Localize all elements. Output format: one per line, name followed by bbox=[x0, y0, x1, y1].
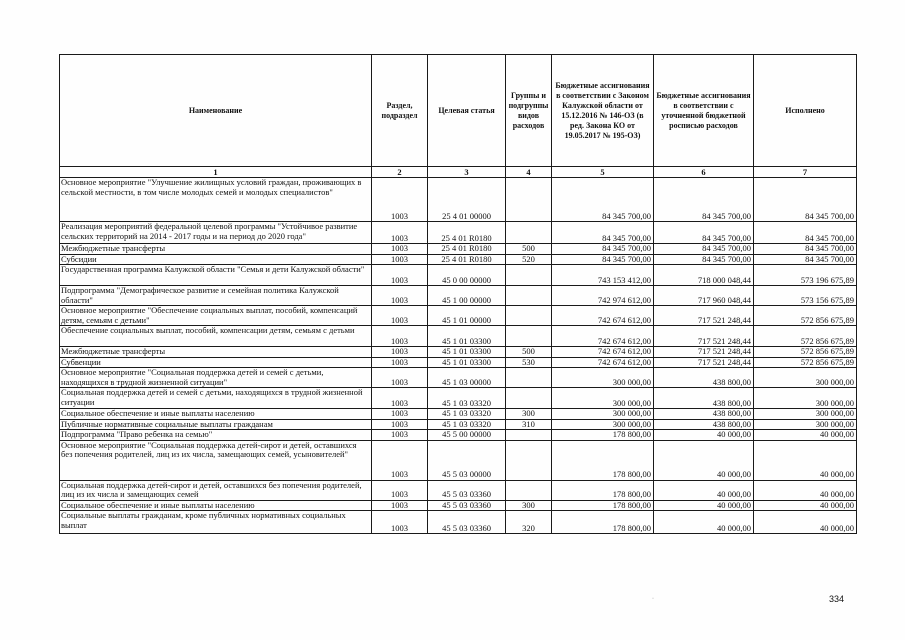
row-section-cell: 1003 bbox=[372, 178, 428, 222]
row-executed-amount-cell: 84 345 700,00 bbox=[754, 222, 857, 244]
row-refined-amount-cell: 717 521 248,44 bbox=[654, 347, 754, 358]
row-target-cell: 25 4 01 00000 bbox=[428, 178, 506, 222]
table-row bbox=[60, 244, 857, 255]
row-name-cell: Государственная программа Калужской области "Семья и дети Калужской области" bbox=[60, 265, 372, 286]
table-row bbox=[60, 440, 857, 480]
row-law-amount-cell: 178 800,00 bbox=[552, 511, 654, 534]
row-group-cell: 300 bbox=[506, 500, 552, 511]
column-number: 5 bbox=[552, 167, 654, 178]
row-refined-amount-cell: 717 960 048,44 bbox=[654, 286, 754, 306]
table-row bbox=[60, 368, 857, 388]
table-row bbox=[60, 409, 857, 420]
row-law-amount-cell: 84 345 700,00 bbox=[552, 244, 654, 255]
header-name: Наименование bbox=[60, 55, 372, 167]
row-law-amount-cell: 84 345 700,00 bbox=[552, 222, 654, 244]
row-group-cell bbox=[506, 388, 552, 409]
row-section-cell: 1003 bbox=[372, 254, 428, 265]
row-law-amount-cell: 300 000,00 bbox=[552, 409, 654, 420]
row-section-cell: 1003 bbox=[372, 244, 428, 255]
row-name-cell: Социальное обеспечение и иные выплаты населению bbox=[60, 409, 372, 420]
row-executed-amount-cell: 572 856 675,89 bbox=[754, 347, 857, 358]
row-law-amount-cell: 300 000,00 bbox=[552, 388, 654, 409]
row-target-cell: 25 4 01 R0180 bbox=[428, 222, 506, 244]
row-section-cell: 1003 bbox=[372, 500, 428, 511]
scan-mark: · bbox=[652, 596, 654, 602]
row-law-amount-cell: 178 800,00 bbox=[552, 430, 654, 441]
row-target-cell: 45 1 03 00000 bbox=[428, 368, 506, 388]
row-refined-amount-cell: 84 345 700,00 bbox=[654, 244, 754, 255]
row-name-cell: Социальное обеспечение и иные выплаты населению bbox=[60, 500, 372, 511]
table-row bbox=[60, 265, 857, 286]
row-target-cell: 45 0 00 00000 bbox=[428, 265, 506, 286]
row-refined-amount-cell: 40 000,00 bbox=[654, 511, 754, 534]
row-group-cell: 500 bbox=[506, 244, 552, 255]
column-number: 2 bbox=[372, 167, 428, 178]
table-row bbox=[60, 254, 857, 265]
row-executed-amount-cell: 572 856 675,89 bbox=[754, 357, 857, 368]
row-group-cell: 300 bbox=[506, 409, 552, 420]
row-name-cell: Публичные нормативные социальные выплаты гражданам bbox=[60, 419, 372, 430]
table-row bbox=[60, 388, 857, 409]
table-row bbox=[60, 511, 857, 534]
row-name-cell: Основное мероприятие "Обеспечение социальных выплат, пособий, компенсаций детям, семьям с детьми" bbox=[60, 306, 372, 326]
row-name-cell: Основное мероприятие "Улучшение жилищных условий граждан, проживающих в сельской местности, в том числе молодых семей и молодых специалистов" bbox=[60, 178, 372, 222]
row-name-cell: Субсидии bbox=[60, 254, 372, 265]
table-row bbox=[60, 178, 857, 222]
row-group-cell: 530 bbox=[506, 357, 552, 368]
row-target-cell: 45 1 03 03320 bbox=[428, 419, 506, 430]
row-group-cell bbox=[506, 326, 552, 347]
row-section-cell: 1003 bbox=[372, 357, 428, 368]
header-section: Раздел, подраздел bbox=[372, 55, 428, 167]
row-law-amount-cell: 84 345 700,00 bbox=[552, 254, 654, 265]
row-executed-amount-cell: 84 345 700,00 bbox=[754, 244, 857, 255]
row-refined-amount-cell: 717 521 248,44 bbox=[654, 326, 754, 347]
row-law-amount-cell: 742 674 612,00 bbox=[552, 347, 654, 358]
row-group-cell: 310 bbox=[506, 419, 552, 430]
header-row bbox=[60, 55, 857, 167]
row-section-cell: 1003 bbox=[372, 480, 428, 500]
row-executed-amount-cell: 573 196 675,89 bbox=[754, 265, 857, 286]
row-section-cell: 1003 bbox=[372, 347, 428, 358]
row-refined-amount-cell: 717 521 248,44 bbox=[654, 357, 754, 368]
header-law: Бюджетные ассигнования в соответствии с Законом Калужской области от 15.12.2016 № 146-ОЗ (в ред. Закона КО от 19.05.2017 № 195-ОЗ) bbox=[552, 55, 654, 167]
row-law-amount-cell: 178 800,00 bbox=[552, 480, 654, 500]
row-section-cell: 1003 bbox=[372, 388, 428, 409]
row-group-cell bbox=[506, 480, 552, 500]
row-group-cell: 320 bbox=[506, 511, 552, 534]
row-target-cell: 45 1 01 03300 bbox=[428, 347, 506, 358]
page-number: 334 bbox=[829, 594, 845, 604]
row-law-amount-cell: 178 800,00 bbox=[552, 500, 654, 511]
row-refined-amount-cell: 84 345 700,00 bbox=[654, 254, 754, 265]
row-refined-amount-cell: 438 800,00 bbox=[654, 388, 754, 409]
table-row bbox=[60, 419, 857, 430]
row-executed-amount-cell: 300 000,00 bbox=[754, 368, 857, 388]
row-name-cell: Субвенции bbox=[60, 357, 372, 368]
row-group-cell bbox=[506, 265, 552, 286]
column-number: 7 bbox=[754, 167, 857, 178]
header-executed: Исполнено bbox=[754, 55, 857, 167]
row-law-amount-cell: 742 674 612,00 bbox=[552, 357, 654, 368]
row-target-cell: 45 5 00 00000 bbox=[428, 430, 506, 441]
row-executed-amount-cell: 40 000,00 bbox=[754, 430, 857, 441]
row-refined-amount-cell: 40 000,00 bbox=[654, 430, 754, 441]
row-section-cell: 1003 bbox=[372, 368, 428, 388]
row-group-cell bbox=[506, 178, 552, 222]
row-executed-amount-cell: 572 856 675,89 bbox=[754, 326, 857, 347]
row-executed-amount-cell: 572 856 675,89 bbox=[754, 306, 857, 326]
row-name-cell: Реализация мероприятий федеральной целевой программы "Устойчивое развитие сельских территорий на 2014 - 2017 годы и на период до 2020 года" bbox=[60, 222, 372, 244]
budget-table bbox=[59, 54, 857, 534]
row-name-cell: Социальная поддержка детей-сирот и детей, оставшихся без попечения родителей, лиц из их числа и замещающих семей bbox=[60, 480, 372, 500]
row-group-cell bbox=[506, 222, 552, 244]
column-number: 4 bbox=[506, 167, 552, 178]
row-target-cell: 45 1 00 00000 bbox=[428, 286, 506, 306]
row-refined-amount-cell: 40 000,00 bbox=[654, 480, 754, 500]
row-section-cell: 1003 bbox=[372, 222, 428, 244]
row-name-cell: Межбюджетные трансферты bbox=[60, 244, 372, 255]
row-refined-amount-cell: 40 000,00 bbox=[654, 440, 754, 480]
row-executed-amount-cell: 40 000,00 bbox=[754, 500, 857, 511]
row-executed-amount-cell: 300 000,00 bbox=[754, 388, 857, 409]
table-row bbox=[60, 222, 857, 244]
table-row bbox=[60, 500, 857, 511]
header-refined: Бюджетные ассигнования в соответствии с уточненной бюджетной росписью расходов bbox=[654, 55, 754, 167]
row-section-cell: 1003 bbox=[372, 306, 428, 326]
row-section-cell: 1003 bbox=[372, 409, 428, 420]
table-row bbox=[60, 347, 857, 358]
row-group-cell bbox=[506, 306, 552, 326]
row-target-cell: 25 4 01 R0180 bbox=[428, 254, 506, 265]
row-section-cell: 1003 bbox=[372, 265, 428, 286]
column-number: 3 bbox=[428, 167, 506, 178]
row-refined-amount-cell: 40 000,00 bbox=[654, 500, 754, 511]
row-target-cell: 45 1 01 00000 bbox=[428, 306, 506, 326]
row-name-cell: Социальная поддержка детей и семей с детьми, находящихся в трудной жизненной ситуации bbox=[60, 388, 372, 409]
row-section-cell: 1003 bbox=[372, 440, 428, 480]
row-executed-amount-cell: 40 000,00 bbox=[754, 511, 857, 534]
row-target-cell: 45 5 03 00000 bbox=[428, 440, 506, 480]
row-target-cell: 45 5 03 03360 bbox=[428, 480, 506, 500]
row-name-cell: Подпрограмма "Право ребенка на семью" bbox=[60, 430, 372, 441]
row-law-amount-cell: 743 153 412,00 bbox=[552, 265, 654, 286]
table-row bbox=[60, 357, 857, 368]
row-target-cell: 45 5 03 03360 bbox=[428, 500, 506, 511]
row-group-cell: 500 bbox=[506, 347, 552, 358]
table-body bbox=[60, 178, 857, 534]
row-law-amount-cell: 742 674 612,00 bbox=[552, 326, 654, 347]
row-group-cell bbox=[506, 440, 552, 480]
row-section-cell: 1003 bbox=[372, 419, 428, 430]
table-row bbox=[60, 480, 857, 500]
row-executed-amount-cell: 573 156 675,89 bbox=[754, 286, 857, 306]
row-law-amount-cell: 84 345 700,00 bbox=[552, 178, 654, 222]
row-law-amount-cell: 178 800,00 bbox=[552, 440, 654, 480]
row-name-cell: Обеспечение социальных выплат, пособий, компенсации детям, семьям с детьми bbox=[60, 326, 372, 347]
row-target-cell: 25 4 01 R0180 bbox=[428, 244, 506, 255]
column-number: 1 bbox=[60, 167, 372, 178]
column-number-row bbox=[60, 167, 857, 178]
row-law-amount-cell: 742 674 612,00 bbox=[552, 306, 654, 326]
row-refined-amount-cell: 438 800,00 bbox=[654, 409, 754, 420]
row-target-cell: 45 5 03 03360 bbox=[428, 511, 506, 534]
row-group-cell: 520 bbox=[506, 254, 552, 265]
row-refined-amount-cell: 84 345 700,00 bbox=[654, 178, 754, 222]
row-name-cell: Основное мероприятие "Социальная поддержка детей и семей с детьми, находящихся в трудной жизненной ситуации" bbox=[60, 368, 372, 388]
table-row bbox=[60, 326, 857, 347]
row-name-cell: Межбюджетные трансферты bbox=[60, 347, 372, 358]
table-row bbox=[60, 430, 857, 441]
row-section-cell: 1003 bbox=[372, 286, 428, 306]
row-refined-amount-cell: 438 800,00 bbox=[654, 368, 754, 388]
row-executed-amount-cell: 300 000,00 bbox=[754, 409, 857, 420]
table-row bbox=[60, 306, 857, 326]
row-executed-amount-cell: 300 000,00 bbox=[754, 419, 857, 430]
row-law-amount-cell: 300 000,00 bbox=[552, 368, 654, 388]
row-law-amount-cell: 300 000,00 bbox=[552, 419, 654, 430]
row-name-cell: Основное мероприятие "Социальная поддержка детей-сирот и детей, оставшихся без попечения родителей, лиц из их числа, замещающих семей, усыновителей" bbox=[60, 440, 372, 480]
table-row bbox=[60, 286, 857, 306]
row-executed-amount-cell: 40 000,00 bbox=[754, 440, 857, 480]
header-groups: Группы и подгруппы видов расходов bbox=[506, 55, 552, 167]
row-target-cell: 45 1 01 03300 bbox=[428, 326, 506, 347]
row-law-amount-cell: 742 974 612,00 bbox=[552, 286, 654, 306]
row-refined-amount-cell: 438 800,00 bbox=[654, 419, 754, 430]
row-section-cell: 1003 bbox=[372, 430, 428, 441]
row-target-cell: 45 1 03 03320 bbox=[428, 388, 506, 409]
row-executed-amount-cell: 84 345 700,00 bbox=[754, 178, 857, 222]
row-section-cell: 1003 bbox=[372, 511, 428, 534]
column-number: 6 bbox=[654, 167, 754, 178]
row-section-cell: 1003 bbox=[372, 326, 428, 347]
row-target-cell: 45 1 01 03300 bbox=[428, 357, 506, 368]
row-executed-amount-cell: 84 345 700,00 bbox=[754, 254, 857, 265]
row-group-cell bbox=[506, 368, 552, 388]
row-name-cell: Социальные выплаты гражданам, кроме публичных нормативных социальных выплат bbox=[60, 511, 372, 534]
row-executed-amount-cell: 40 000,00 bbox=[754, 480, 857, 500]
row-name-cell: Подпрограмма "Демографическое развитие и семейная политика Калужской области" bbox=[60, 286, 372, 306]
row-target-cell: 45 1 03 03320 bbox=[428, 409, 506, 420]
header-target: Целевая статья bbox=[428, 55, 506, 167]
row-group-cell bbox=[506, 430, 552, 441]
row-refined-amount-cell: 717 521 248,44 bbox=[654, 306, 754, 326]
row-refined-amount-cell: 84 345 700,00 bbox=[654, 222, 754, 244]
row-group-cell bbox=[506, 286, 552, 306]
row-refined-amount-cell: 718 000 048,44 bbox=[654, 265, 754, 286]
